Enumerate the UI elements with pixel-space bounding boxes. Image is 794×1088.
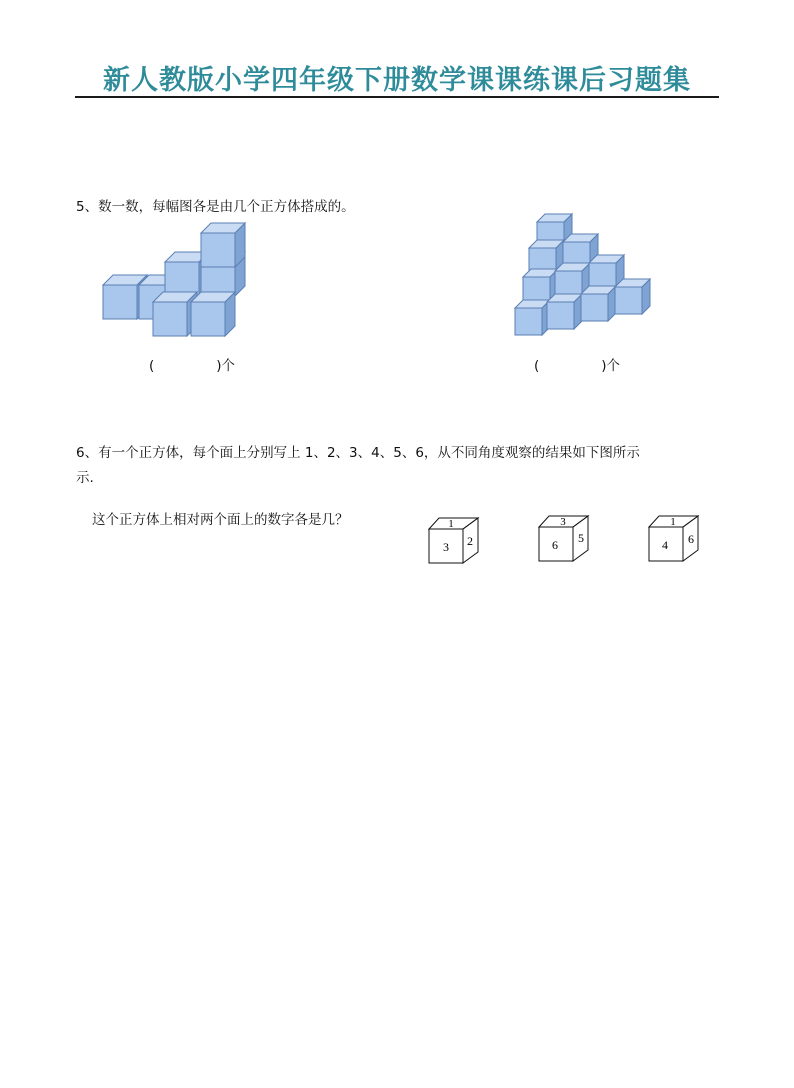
dice-view-2 [538,514,594,564]
blank-open-paren: ( [149,358,155,374]
cube-block [547,294,582,329]
front-face-number: 6 [552,538,558,552]
cube-block [201,223,245,267]
cube-block [581,286,616,321]
cube-block [191,292,235,336]
question-6-prompt: 这个正方体上相对两个面上的数字各是几？ [92,512,349,528]
cube-block [153,292,197,336]
right-face-number: 5 [578,531,584,545]
front-face-number: 4 [662,538,668,552]
right-face-number: 6 [688,532,694,546]
page-title: 新人教版小学四年级下册数学课课练课后习题集 [103,65,691,96]
title-divider [75,96,719,98]
cube-stack-figure-left [95,212,265,342]
cube-block [615,279,650,314]
question-5-text: 5、数一数，每幅图各是由几个正方体搭成的。 [76,199,355,215]
answer-blank-left [149,354,235,374]
blank-close-unit: )个 [216,358,236,374]
question-6-line-1: 6、有一个正方体，每个面上分别写上 1、2、3、4、5、6，从不同角度观察的结果如下图所示 [76,445,640,461]
dice-view-3 [648,514,704,564]
right-face-number: 2 [467,534,473,548]
dice-view-1 [428,516,484,566]
blank-open-paren: ( [534,358,540,374]
answer-blank-right [534,354,620,374]
top-face-number: 3 [560,516,566,528]
blank-close-unit: )个 [601,358,621,374]
cube-block [515,300,550,335]
question-6-line-2: 示. [76,470,94,486]
top-face-number: 1 [448,518,454,530]
cube-stack-figure-right [505,205,665,345]
front-face-number: 3 [443,540,449,554]
top-face-number: 1 [670,516,676,528]
